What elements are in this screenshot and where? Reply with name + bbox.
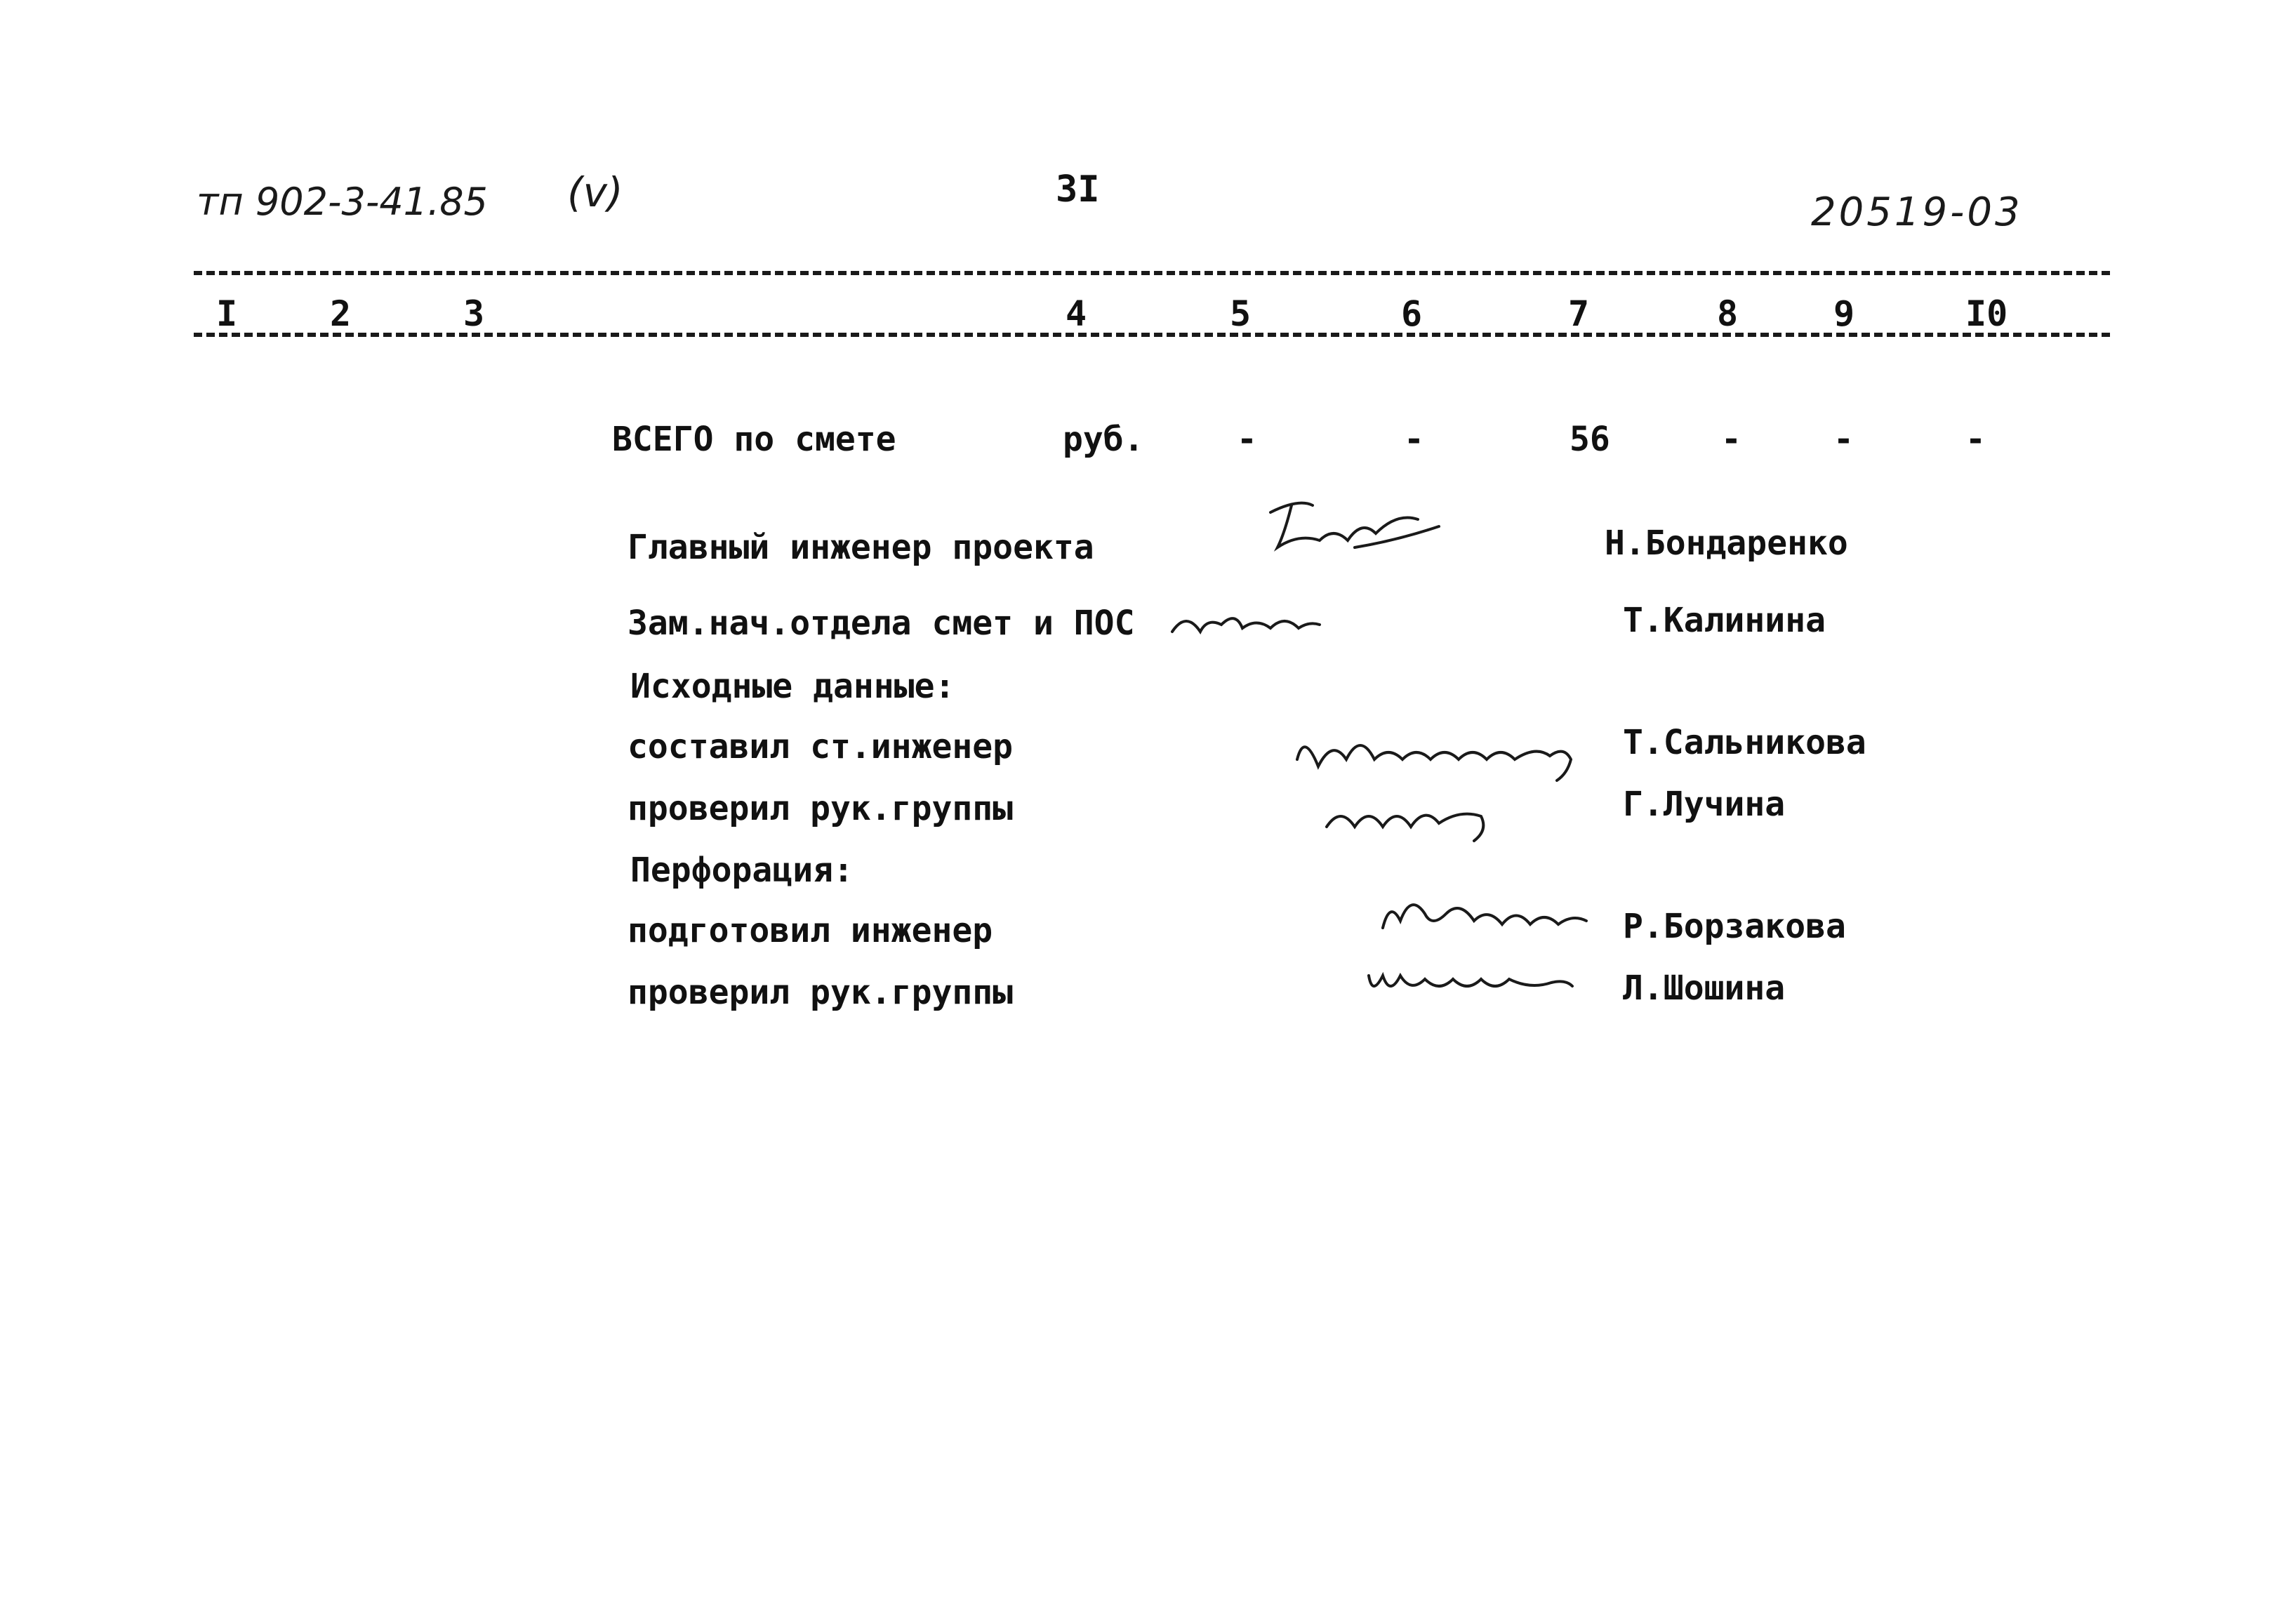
signature-bondarenko: [1256, 491, 1453, 569]
variant-mark: (v): [567, 168, 623, 216]
total-cell-col6: -: [1404, 420, 1424, 459]
total-cell-col10: -: [1965, 420, 1986, 459]
column-number-7: 7: [1568, 293, 1590, 334]
column-number-5: 5: [1230, 293, 1252, 334]
signature-kalinina: [1165, 597, 1327, 653]
document-code: тп 902-3-41.85: [197, 180, 488, 224]
section-source-data: Исходные данные:: [630, 667, 955, 706]
column-number-6: 6: [1401, 293, 1423, 334]
column-number-3: 3: [463, 293, 485, 334]
column-number-9: 9: [1833, 293, 1855, 334]
total-cell-col9: -: [1833, 420, 1854, 459]
name-salnikova: Т.Сальникова: [1623, 723, 1866, 762]
role-deputy-head: Зам.нач.отдела смет и ПОС: [628, 604, 1135, 643]
top-dashed-rule: [194, 271, 2110, 275]
name-kalinina: Т.Калинина: [1623, 601, 1826, 640]
archive-number: 20519-03: [1811, 190, 2023, 235]
role-checked-by-2: проверил рук.группы: [628, 973, 1014, 1012]
total-label: ВСЕГО по смете: [612, 420, 896, 459]
role-checked-by-1: проверил рук.группы: [628, 789, 1014, 828]
column-number-2: 2: [330, 293, 352, 334]
column-number-1: I: [216, 293, 238, 334]
signature-shoshina: [1362, 940, 1586, 1011]
name-bondarenko: Н.Бондаренко: [1605, 524, 1848, 563]
role-compiled-by: составил ст.инженер: [628, 727, 1014, 766]
name-borzakova: Р.Борзакова: [1623, 907, 1846, 946]
signature-luchina: [1320, 778, 1502, 848]
column-number-10: I0: [1965, 293, 2008, 334]
role-chief-engineer: Главный инженер проекта: [628, 528, 1094, 567]
name-luchina: Г.Лучина: [1623, 785, 1786, 824]
total-cell-col5: -: [1237, 420, 1257, 459]
name-shoshina: Л.Шошина: [1623, 969, 1786, 1008]
total-unit: руб.: [1063, 420, 1144, 459]
role-prepared-by: подготовил инженер: [628, 911, 993, 950]
column-number-4: 4: [1066, 293, 1087, 334]
total-cell-col7: 56: [1570, 420, 1610, 459]
section-perforation: Перфорация:: [630, 851, 854, 890]
signature-salnikova: [1290, 717, 1585, 787]
page-number: 3I: [1056, 168, 1100, 211]
total-cell-col8: -: [1721, 420, 1741, 459]
column-number-8: 8: [1717, 293, 1739, 334]
